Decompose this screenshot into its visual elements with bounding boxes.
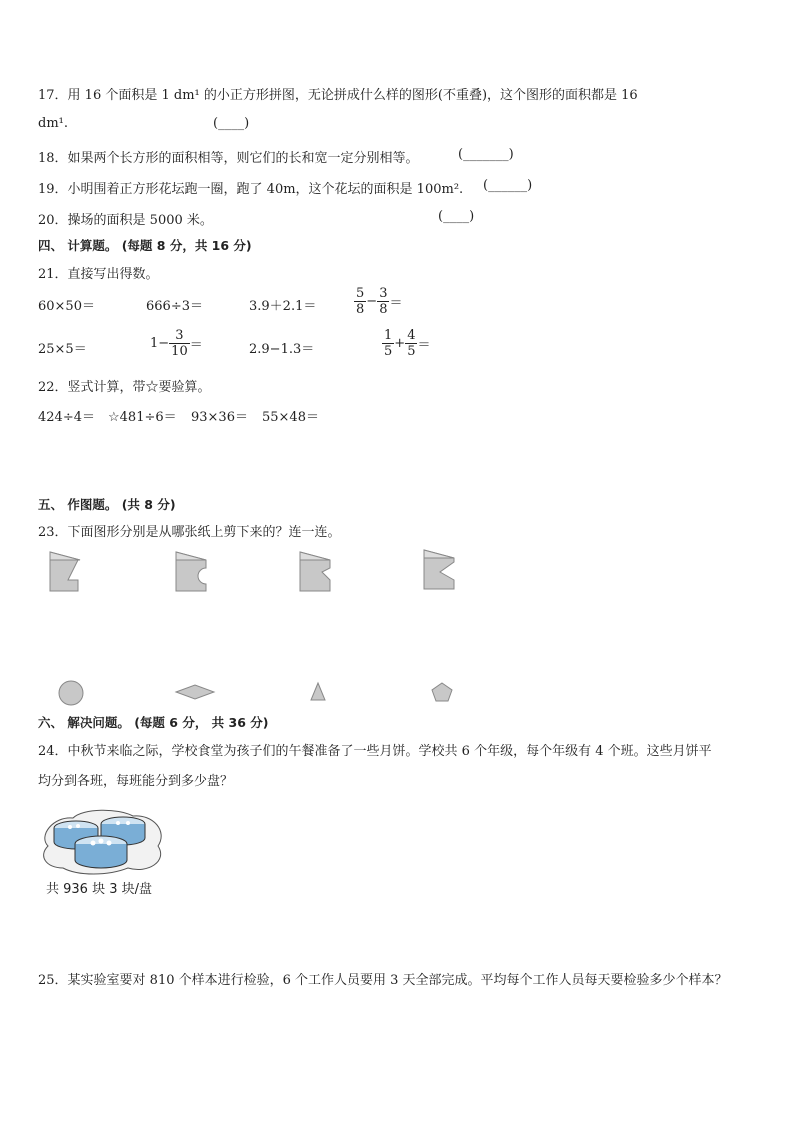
folded-paper-2[interactable] (172, 548, 212, 594)
mooncake-plates-illustration (38, 806, 168, 876)
q18-answer-blank[interactable]: (_______) (458, 147, 514, 162)
fraction: $\frac{5}{8}$ (356, 286, 365, 317)
folded-paper-3[interactable] (296, 548, 336, 594)
q22-expr-4: 55×48＝ (262, 410, 319, 425)
q24-caption: 共 936 块 3 块/盘 (46, 882, 152, 897)
q19-answer-blank[interactable]: (______) (483, 178, 533, 193)
q21-title: 21．直接写出得数。 (38, 267, 159, 282)
circle-shape[interactable] (56, 679, 86, 707)
q25-text: 25．某实验室要对 810 个样本进行检验，6 个工作人员要用 3 天全部完成。平均每个工作人员每天要检验多少个样本？ (38, 973, 728, 988)
q21-expr-6: 1− $\frac{3}{10}$ ＝ (150, 328, 203, 359)
section-5-heading: 五、 作图题。 (共 8 分) (38, 497, 176, 512)
q17-answer-blank[interactable]: (____) (213, 116, 250, 131)
section-4-heading: 四、 计算题。 (每题 8 分，共 16 分) (38, 238, 252, 253)
q18-text: 18．如果两个长方形的面积相等，则它们的长和宽一定分别相等。 (38, 151, 419, 166)
q21-expr-8: $\frac{1}{5}$ + $\frac{4}{5}$ ＝ (384, 328, 431, 359)
q22-title: 22．竖式计算，带☆要验算。 (38, 380, 211, 395)
q22-expr-3: 93×36＝ (191, 410, 248, 425)
folded-paper-4[interactable] (420, 546, 460, 592)
triangle-shape[interactable] (308, 681, 328, 703)
q24-line1: 24．中秋节来临之际，学校食堂为孩子们的午餐准备了一些月饼。学校共 6 个年级，每个年级有 4 个班。这些月饼平 (38, 744, 712, 759)
q17-line2: dm¹. (38, 116, 68, 131)
q22-expr-2: ☆481÷6＝ (108, 410, 177, 425)
q20-text: 20．操场的面积是 5000 米。 (38, 213, 213, 228)
fraction: $\frac{1}{5}$ (384, 328, 393, 359)
q20-answer-blank[interactable]: (____) (438, 209, 475, 224)
q24-line2: 均分到各班，每班能分到多少盘？ (38, 774, 234, 789)
pentagon-shape[interactable] (430, 681, 454, 703)
section-6-heading: 六、 解决问题。 (每题 6 分， 共 36 分) (38, 715, 269, 730)
rhombus-shape[interactable] (174, 683, 216, 701)
folded-paper-1[interactable] (46, 548, 86, 594)
q21-expr-1: 60×50＝ (38, 299, 95, 314)
q23-title: 23．下面图形分别是从哪张纸上剪下来的？连一连。 (38, 525, 341, 540)
q21-expr-2: 666÷3＝ (146, 299, 203, 314)
fraction: $\frac{3}{8}$ (379, 286, 388, 317)
q21-expr-3: 3.9＋2.1＝ (249, 299, 317, 314)
q19-text: 19．小明围着正方形花坛跑一圈，跑了 40m，这个花坛的面积是 100m². (38, 182, 464, 197)
fraction: $\frac{3}{10}$ (171, 328, 188, 359)
q21-expr-5: 25×5＝ (38, 342, 87, 357)
q21-expr-7: 2.9−1.3＝ (249, 342, 315, 357)
q21-expr-4: $\frac{5}{8}$ − $\frac{3}{8}$ ＝ (356, 286, 403, 317)
fraction: $\frac{4}{5}$ (407, 328, 416, 359)
q17-line1: 17．用 16 个面积是 1 dm¹ 的小正方形拼图，无论拼成什么样的图形(不重叠)，这个图形的面积都是 16 (38, 88, 638, 103)
q22-expr-1: 424÷4＝ (38, 410, 95, 425)
